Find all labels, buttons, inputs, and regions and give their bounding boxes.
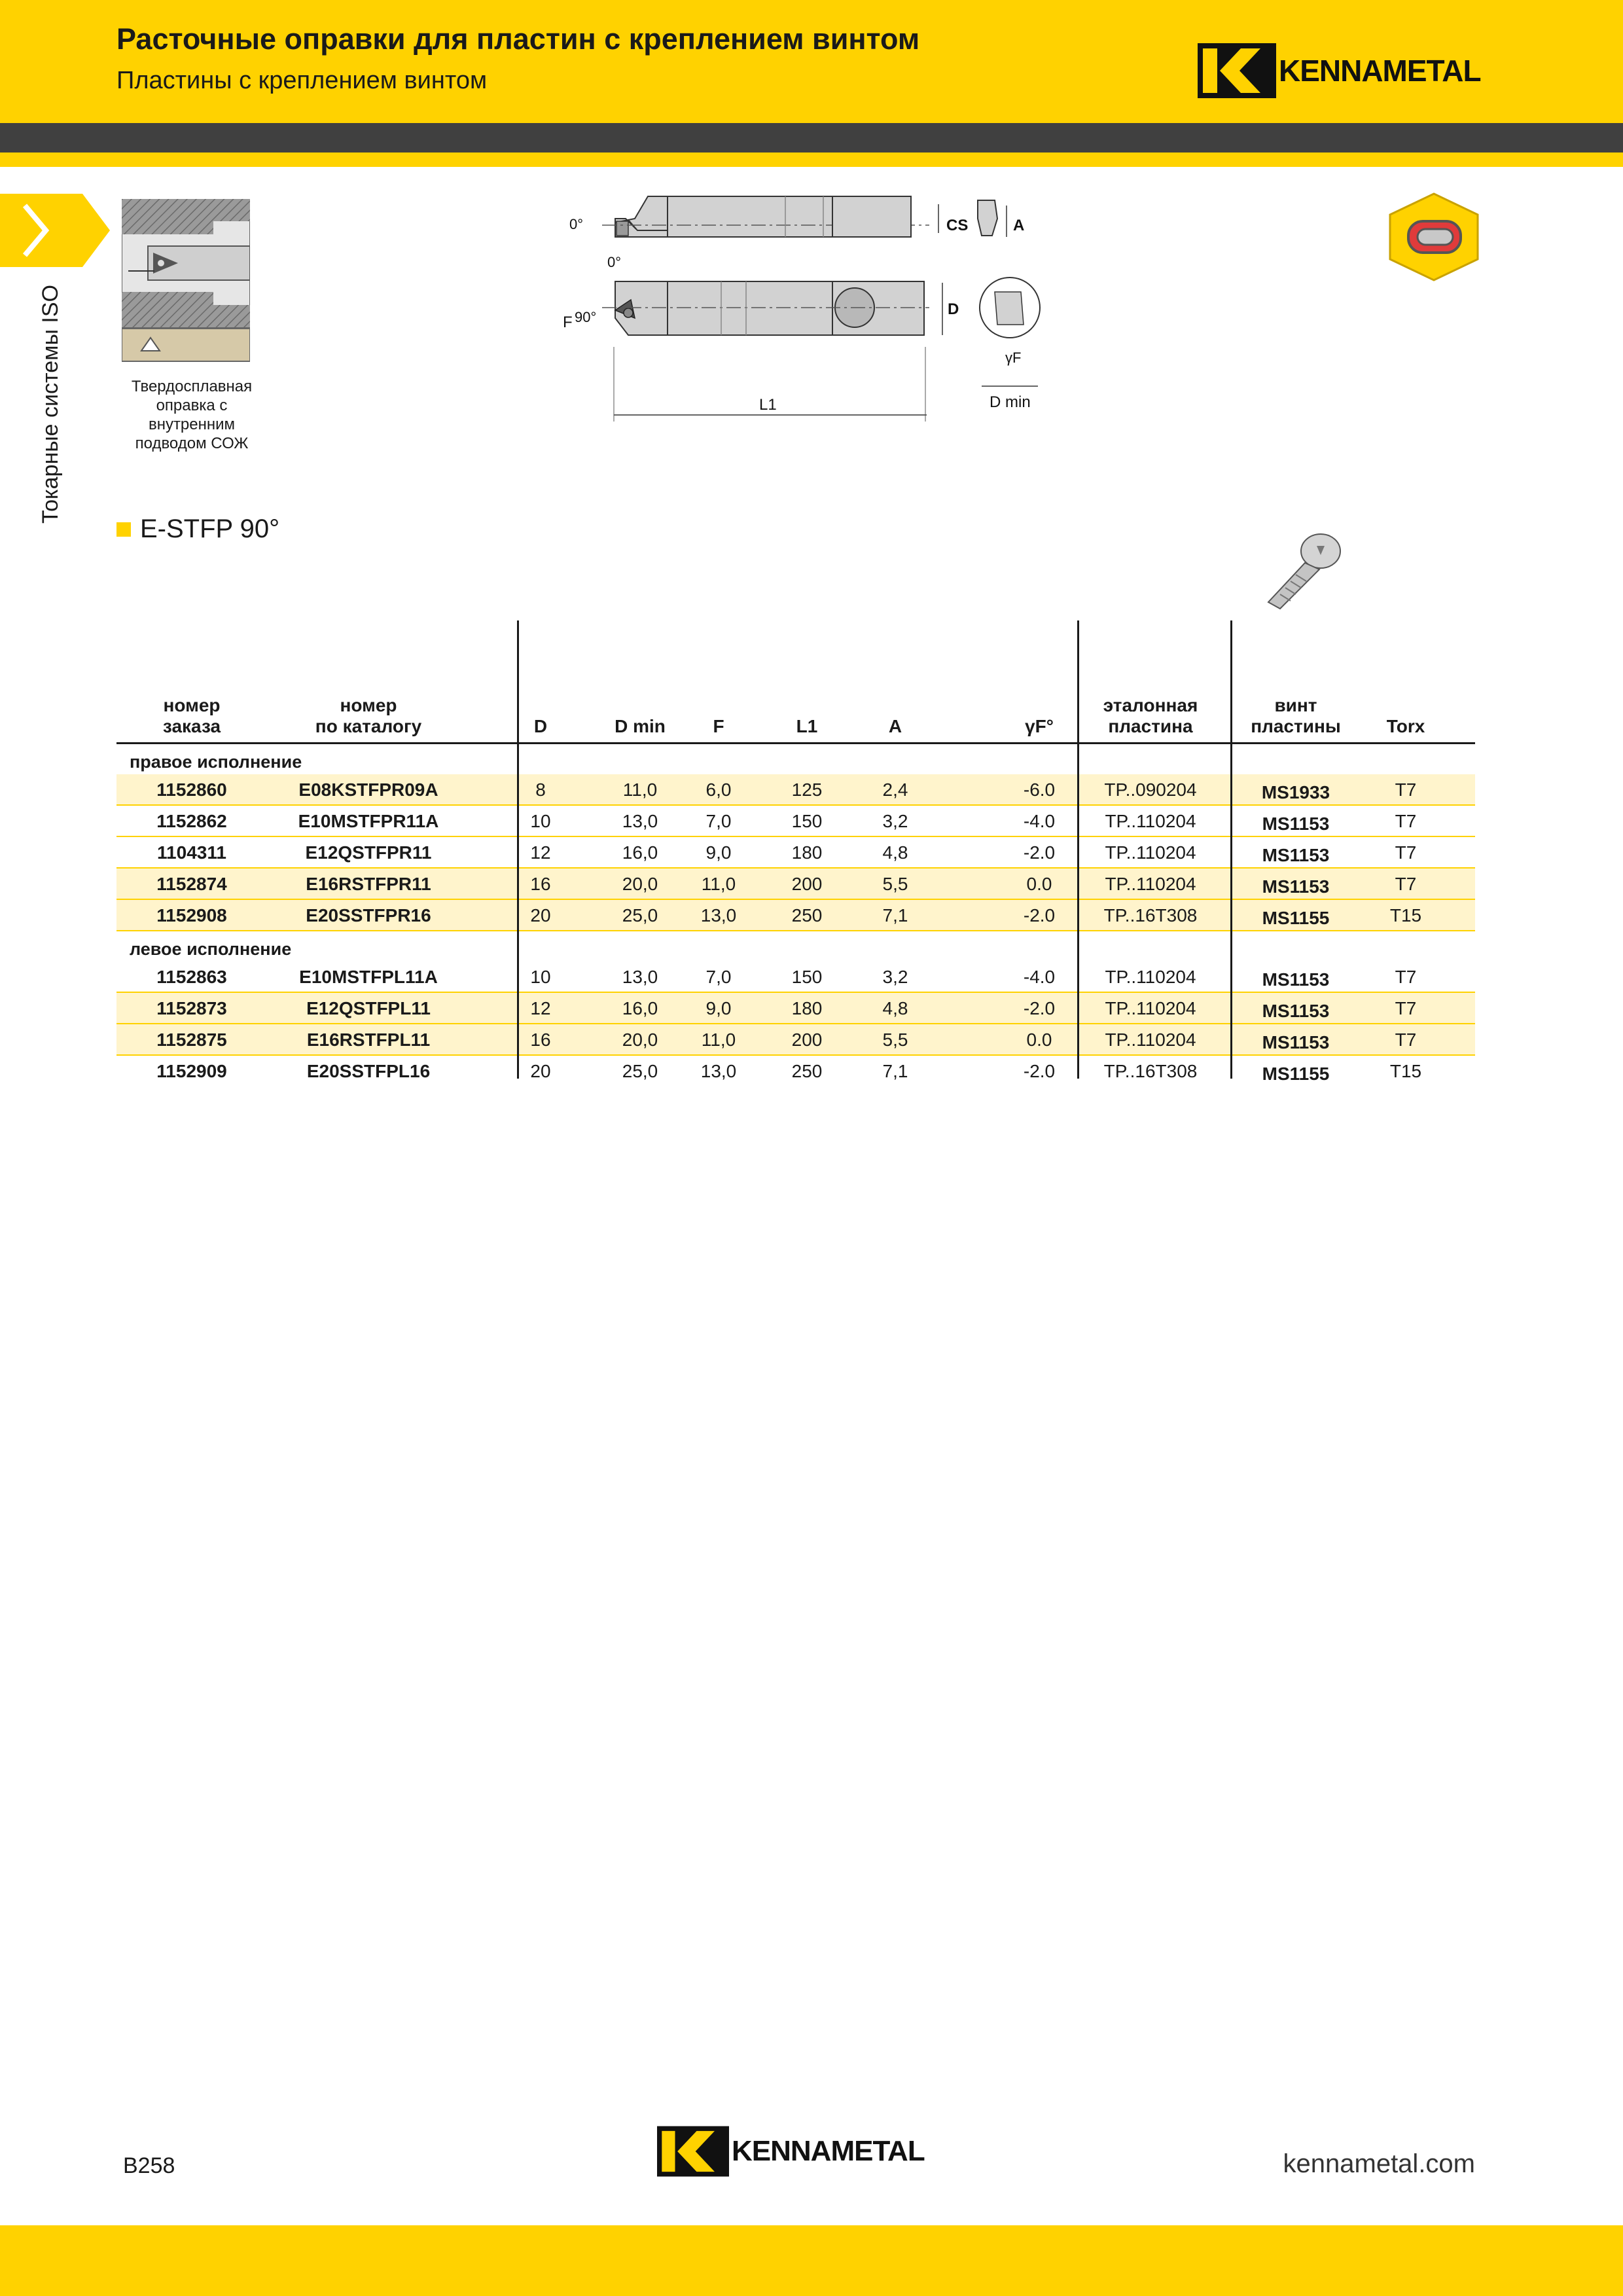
angle-ninety-label: 90°: [575, 309, 597, 325]
cell-torx: T7: [1395, 780, 1417, 800]
table-row: [116, 993, 1475, 1024]
group-label: левое исполнение: [130, 939, 292, 959]
cell-a: 3,2: [882, 967, 908, 987]
cell-a: 4,8: [882, 842, 908, 863]
cell-d: 10: [530, 967, 551, 987]
cell-dmin: 16,0: [622, 842, 658, 863]
cell-screw: MS1153: [1262, 876, 1330, 897]
cell-gamma: -2.0: [1023, 998, 1056, 1018]
cell-insert: TP..110204: [1105, 967, 1196, 987]
cell-l1: 150: [791, 811, 823, 831]
cell-f: 11,0: [701, 874, 736, 894]
table-row: [116, 837, 1475, 869]
page-title: Расточные оправки для пластин с креплением винтом: [116, 22, 920, 56]
cell-order: 1104311: [157, 842, 226, 863]
section-bullet-icon: [116, 522, 131, 537]
cell-order: 1152860: [156, 780, 227, 800]
col-gamma: γF°: [1025, 716, 1054, 736]
cell-gamma: -6.0: [1023, 780, 1056, 800]
a-label: A: [1013, 217, 1025, 234]
cell-l1: 125: [791, 780, 823, 800]
cell-insert: TP..110204: [1105, 1030, 1196, 1050]
cell-insert: TP..110204: [1105, 811, 1196, 831]
figure-caption: Твердосплавная оправка с внутренним подводом СОЖ: [131, 378, 253, 452]
cell-a: 7,1: [882, 905, 908, 925]
cell-f: 13,0: [700, 905, 737, 925]
angle-zero-side-label: 0°: [607, 254, 622, 270]
f-label: F: [563, 314, 573, 331]
cell-a: 4,8: [882, 998, 908, 1018]
cell-f: 7,0: [705, 811, 732, 831]
cell-f: 7,0: [705, 967, 732, 987]
cell-order: 1152862: [156, 811, 227, 831]
table-header: [116, 620, 1475, 744]
table-row: [116, 1056, 1475, 1086]
cell-torx: T7: [1395, 811, 1417, 831]
gamma-f-label: γF: [1005, 350, 1022, 366]
col-order-no: номер заказа: [162, 695, 221, 736]
cell-catalog: E10MSTFPL11A: [299, 967, 438, 987]
table-row: [116, 774, 1475, 806]
header-underline: [0, 152, 1623, 167]
cell-screw: MS1155: [1262, 908, 1330, 928]
internal-boring-icon: [1386, 191, 1482, 283]
logo-text: KENNAMETAL: [1279, 54, 1481, 88]
cell-l1: 250: [791, 1061, 823, 1081]
cell-f: 9,0: [705, 842, 732, 863]
boring-section-figure: [122, 199, 250, 363]
cell-dmin: 11,0: [622, 780, 658, 800]
cell-order: 1152908: [156, 905, 227, 925]
cell-catalog: E16RSTFPR11: [306, 874, 431, 894]
cell-l1: 200: [791, 1030, 823, 1050]
cell-a: 2,4: [882, 780, 908, 800]
table-row: [116, 961, 1475, 993]
dmin-label: D min: [990, 393, 1031, 411]
column-divider: [1230, 620, 1232, 1079]
website-link[interactable]: kennametal.com: [1283, 2149, 1475, 2178]
cell-d: 10: [530, 811, 551, 831]
cell-insert: TP..16T308: [1103, 1061, 1198, 1081]
cell-l1: 180: [791, 842, 823, 863]
tool-dimension-drawing: [563, 190, 1060, 425]
cell-l1: 150: [791, 967, 823, 987]
cell-dmin: 20,0: [622, 1030, 658, 1050]
cell-a: 7,1: [882, 1061, 908, 1081]
cell-dmin: 13,0: [622, 811, 658, 831]
side-tab-arrow-icon: [0, 194, 111, 267]
cell-torx: T15: [1389, 1061, 1422, 1081]
cell-d: 8: [535, 780, 546, 800]
angle-zero-top-label: 0°: [569, 216, 584, 232]
column-divider: [517, 620, 519, 1079]
cell-catalog: E20SSTFPL16: [306, 1061, 431, 1081]
cell-insert: TP..110204: [1105, 998, 1196, 1018]
cell-d: 16: [530, 1030, 551, 1050]
cell-f: 9,0: [705, 998, 732, 1018]
cell-l1: 180: [791, 998, 823, 1018]
cell-dmin: 13,0: [622, 967, 658, 987]
cell-gamma: -2.0: [1023, 905, 1056, 925]
cell-d: 16: [530, 874, 551, 894]
cell-screw: MS1155: [1262, 1064, 1330, 1084]
logo-text: KENNAMETAL: [732, 2135, 925, 2167]
page-number: B258: [123, 2153, 175, 2178]
col-d: D: [533, 716, 548, 736]
cs-label: CS: [946, 217, 969, 234]
product-table: [116, 620, 1475, 1086]
cell-gamma: -2.0: [1023, 842, 1056, 863]
table-row: [116, 806, 1475, 837]
cell-dmin: 25,0: [622, 905, 658, 925]
cell-torx: T7: [1395, 998, 1417, 1018]
cell-order: 1152909: [156, 1061, 227, 1081]
col-f: F: [713, 716, 724, 736]
cell-torx: T7: [1395, 967, 1417, 987]
cell-dmin: 25,0: [622, 1061, 658, 1081]
cell-l1: 200: [791, 874, 823, 894]
cell-gamma: 0.0: [1026, 874, 1052, 894]
cell-order: 1152875: [156, 1030, 227, 1050]
cell-gamma: -4.0: [1023, 967, 1056, 987]
cell-dmin: 16,0: [622, 998, 658, 1018]
cell-torx: T15: [1389, 905, 1422, 925]
cell-insert: TP..110204: [1105, 874, 1196, 894]
cell-order: 1152873: [156, 998, 227, 1018]
cell-catalog: E16RSTFPL11: [306, 1030, 431, 1050]
cell-order: 1152863: [156, 967, 227, 987]
side-section-label: Токарные системы ISO: [38, 285, 63, 524]
cell-screw: MS1153: [1262, 1032, 1330, 1052]
col-insert: эталонная пластина: [1103, 695, 1198, 736]
col-dmin: D min: [615, 716, 666, 736]
cell-d: 20: [530, 905, 551, 925]
cell-torx: T7: [1395, 874, 1417, 894]
cell-a: 5,5: [882, 1030, 908, 1050]
cell-catalog: E20SSTFPR16: [306, 905, 431, 925]
header-stripe: [0, 123, 1623, 152]
section-title: E-STFP 90°: [140, 514, 280, 543]
cell-insert: TP..16T308: [1103, 905, 1198, 925]
table-row: [116, 1024, 1475, 1056]
footer-logo: [657, 2126, 925, 2177]
table-row: [116, 869, 1475, 900]
kennametal-k-icon: [657, 2126, 729, 2177]
col-a: A: [888, 716, 902, 736]
cell-f: 13,0: [700, 1061, 737, 1081]
cell-screw: MS1153: [1262, 969, 1330, 990]
header-logo: [1198, 43, 1481, 98]
cell-l1: 250: [791, 905, 823, 925]
cell-torx: T7: [1395, 842, 1417, 863]
col-l1: L1: [796, 716, 818, 736]
cell-catalog: E08KSTFPR09A: [298, 780, 438, 800]
cell-insert: TP..090204: [1104, 780, 1197, 800]
col-screw: винт пластины: [1251, 695, 1341, 736]
cell-gamma: 0.0: [1026, 1030, 1052, 1050]
cell-d: 12: [530, 842, 551, 863]
col-torx: Torx: [1386, 716, 1425, 736]
cell-f: 11,0: [701, 1030, 736, 1050]
footer-band: [0, 2225, 1623, 2296]
cell-dmin: 20,0: [622, 874, 658, 894]
kennametal-k-icon: [1198, 43, 1276, 98]
cell-f: 6,0: [705, 780, 732, 800]
group-left-hand: [116, 931, 1475, 961]
cell-d: 20: [530, 1061, 551, 1081]
cell-a: 5,5: [882, 874, 908, 894]
cell-catalog: E10MSTFPR11A: [298, 811, 439, 831]
column-divider: [1077, 620, 1079, 1079]
cell-screw: MS1153: [1262, 814, 1330, 834]
cell-torx: T7: [1395, 1030, 1417, 1050]
cell-screw: MS1153: [1262, 1001, 1330, 1021]
cell-screw: MS1933: [1261, 782, 1330, 802]
cell-catalog: E12QSTFPL11: [306, 998, 431, 1018]
cell-order: 1152874: [156, 874, 227, 894]
cell-screw: MS1153: [1262, 845, 1330, 865]
group-label: правое исполнение: [130, 752, 302, 772]
cell-a: 3,2: [882, 811, 908, 831]
section-heading: [116, 514, 279, 544]
cell-catalog: E12QSTFPR11: [305, 842, 432, 863]
cell-d: 12: [530, 998, 551, 1018]
l1-label: L1: [759, 396, 777, 414]
col-catalog-no: номер по каталогу: [315, 695, 422, 736]
d-label: D: [948, 300, 959, 318]
cell-insert: TP..110204: [1105, 842, 1196, 863]
screw-icon: [1254, 526, 1349, 615]
cell-gamma: -4.0: [1023, 811, 1056, 831]
page-subtitle: Пластины с креплением винтом: [116, 67, 488, 94]
cell-gamma: -2.0: [1023, 1061, 1056, 1081]
table-row: [116, 900, 1475, 931]
group-right-hand: [116, 744, 1475, 774]
